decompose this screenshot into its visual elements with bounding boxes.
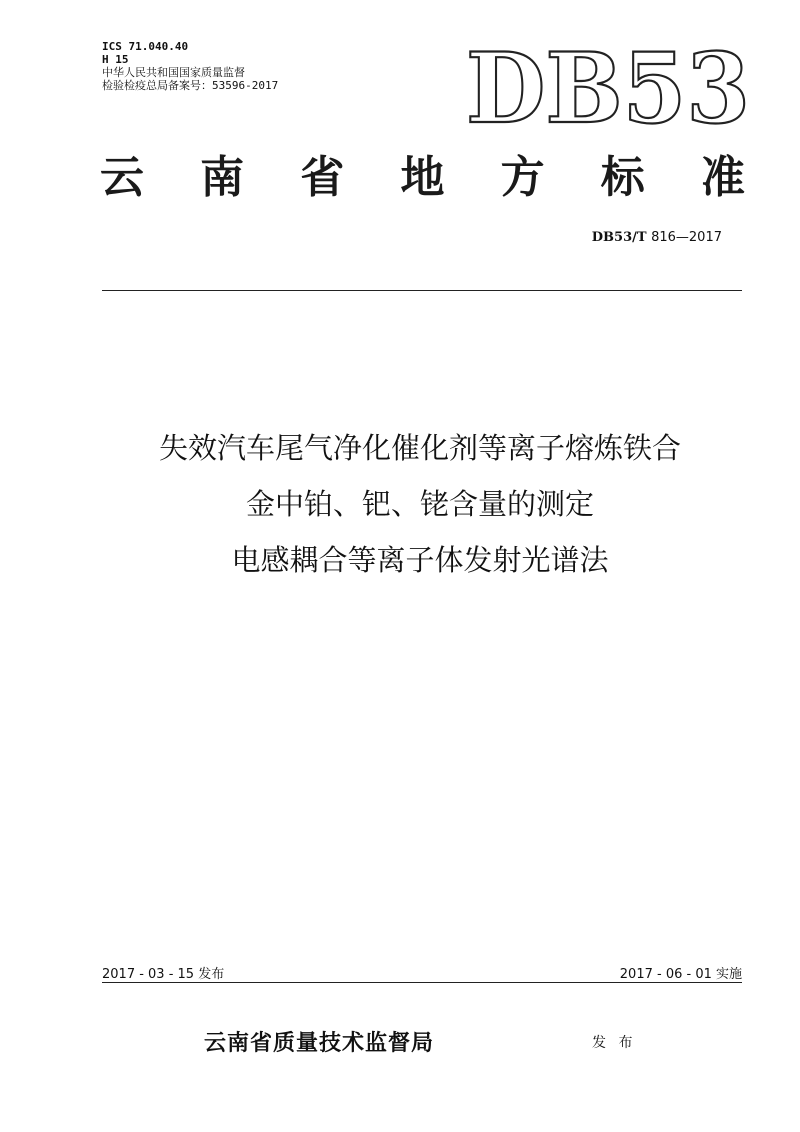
- filing-authority: 中华人民共和国国家质量监督: [102, 66, 245, 79]
- standard-type-title: [100, 150, 745, 206]
- title-line-2: 金中铂、钯、铑含量的测定: [245, 487, 594, 521]
- registration-number: 检验检疫总局备案号：53596-2017: [102, 79, 279, 92]
- standard-type-char: 云: [100, 152, 144, 203]
- title-line-1: 失效汽车尾气净化催化剂等离子熔炼铁合: [158, 431, 681, 465]
- implementation-date: 2017 - 06 - 01 实施: [619, 967, 742, 982]
- ccs-code: H 15: [102, 53, 129, 66]
- standard-type-char: 标: [600, 152, 645, 203]
- ics-code: ICS 71.040.40: [102, 40, 189, 53]
- standard-type-char: 省: [300, 152, 345, 203]
- standard-serial: 816—2017: [651, 230, 722, 245]
- svg-text:DB53: DB53: [466, 32, 750, 140]
- db53-logo: [466, 30, 756, 140]
- standard-metadata: [102, 40, 278, 92]
- title-line-3: 电感耦合等离子体发射光谱法: [231, 543, 609, 577]
- standard-type-char: 南: [200, 152, 245, 203]
- standard-code: DB53/T: [591, 230, 647, 245]
- footer-divider: [102, 982, 742, 983]
- issuing-authority: 云南省质量技术监督局: [204, 1030, 435, 1056]
- standard-type-char: 方: [500, 152, 545, 203]
- header-divider: [102, 290, 742, 291]
- standard-type-char: 准: [700, 152, 745, 203]
- standard-type-char: 地: [400, 152, 445, 203]
- date-row: [102, 963, 742, 982]
- document-title: [60, 420, 780, 588]
- issue-label: 发 布: [592, 1035, 637, 1051]
- release-date: 2017 - 03 - 15 发布: [102, 967, 225, 982]
- standard-number: [592, 230, 722, 245]
